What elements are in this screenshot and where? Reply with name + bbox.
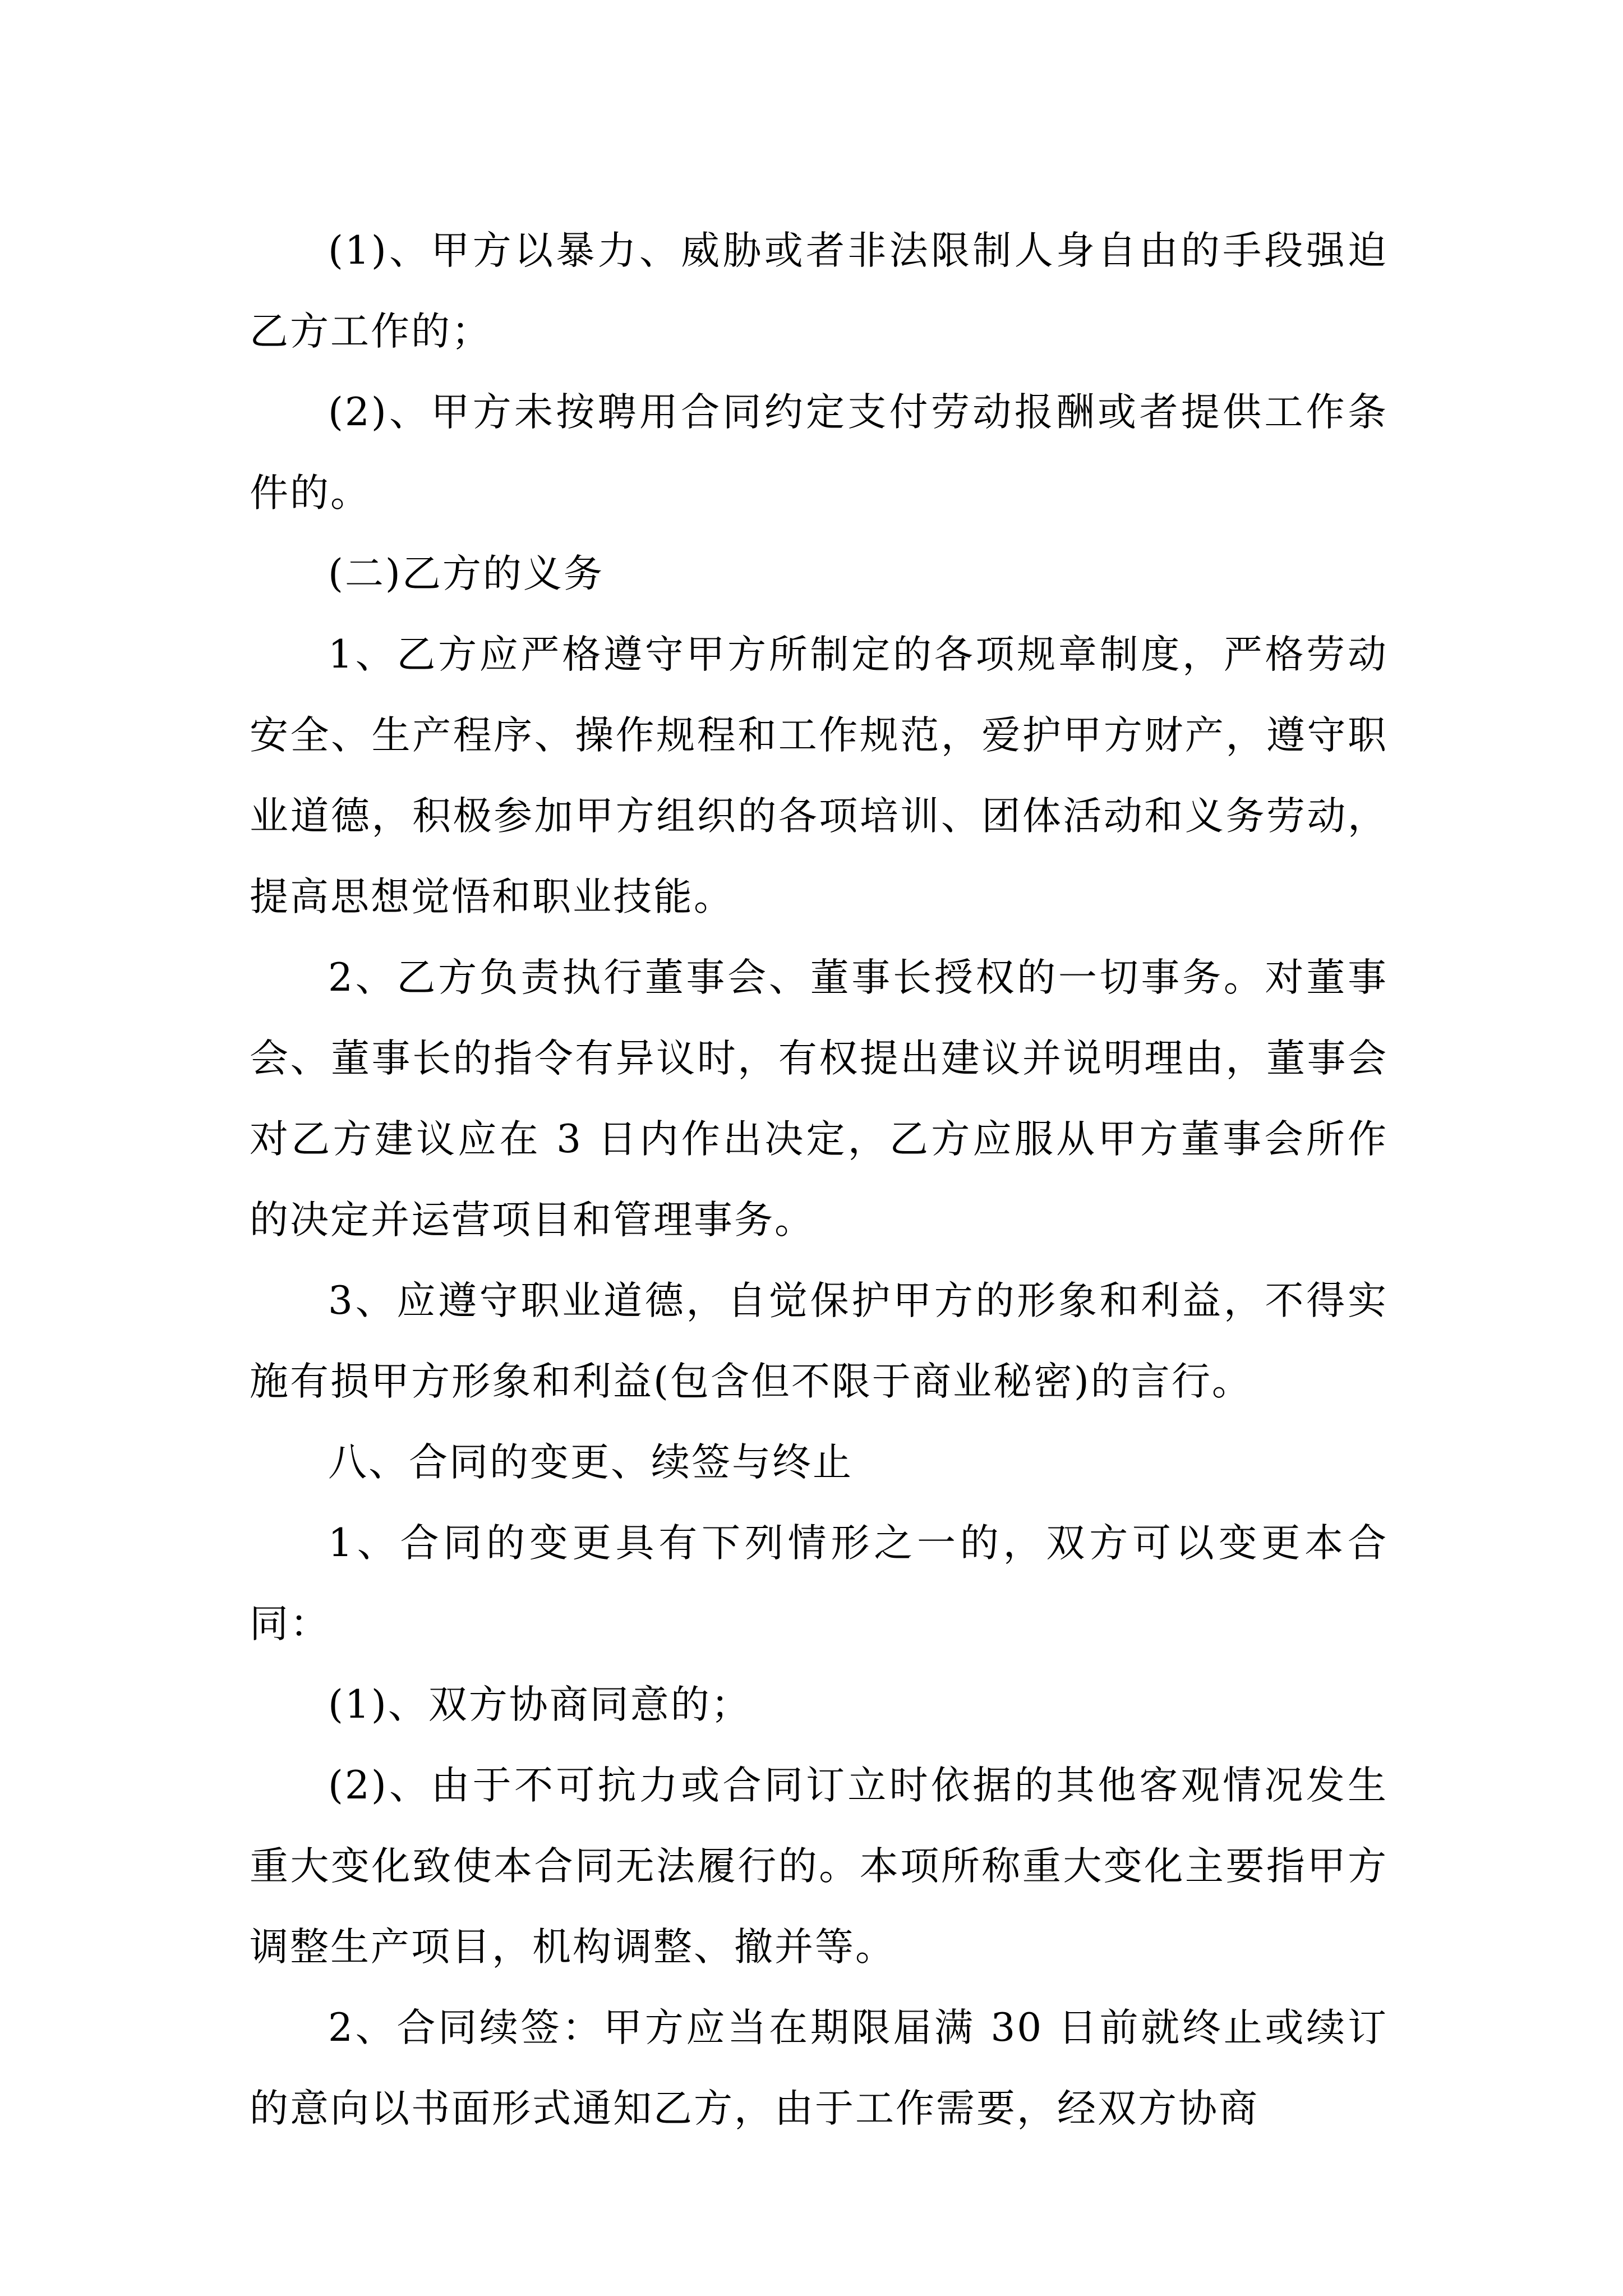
paragraph-2: (2)、甲方未按聘用合同约定支付劳动报酬或者提供工作条件的。 [250,390,1388,516]
document-body [250,210,1388,2149]
paragraph-4: 1、乙方应严格遵守甲方所制定的各项规章制度，严格劳动安全、生产程序、操作规程和工作规范，爱护甲方财产，遵守职业道德，积极参加甲方组织的各项培训、团体活动和义务劳动，提高思想觉悟和职业技能。 [250,632,1388,919]
section-heading-contract-change: 八、合同的变更、续签与终止 [328,1440,853,1485]
paragraph-8: 1、合同的变更具有下列情形之一的，双方可以变更本合同： [250,1521,1388,1646]
paragraph-6: 3、应遵守职业道德，自觉保护甲方的形象和利益，不得实施有损甲方形象和利益(包含但不限于商业秘密)的言行。 [250,1278,1388,1404]
paragraph-5: 2、乙方负责执行董事会、董事长授权的一切事务。对董事会、董事长的指令有异议时，有权提出建议并说明理由，董事会对乙方建议应在 3 日内作出决定，乙方应服从甲方董事会所作的决定并运营项目和管理事务。 [250,955,1388,1243]
paragraph-1: (1)、甲方以暴力、威胁或者非法限制人身自由的手段强迫乙方工作的； [250,228,1388,354]
paragraph-10: (2)、由于不可抗力或合同订立时依据的其他客观情况发生重大变化致使本合同无法履行的。本项所称重大变化主要指甲方调整生产项目，机构调整、撤并等。 [250,1763,1388,1970]
paragraph-11: 2、合同续签：甲方应当在期限届满 30 日前就终止或续订的意向以书面形式通知乙方，由于工作需要，经双方协商 [250,2005,1388,2131]
paragraph-9: (1)、双方协商同意的； [328,1682,751,1727]
section-heading-party-b-obligations: (二)乙方的义务 [328,551,604,596]
